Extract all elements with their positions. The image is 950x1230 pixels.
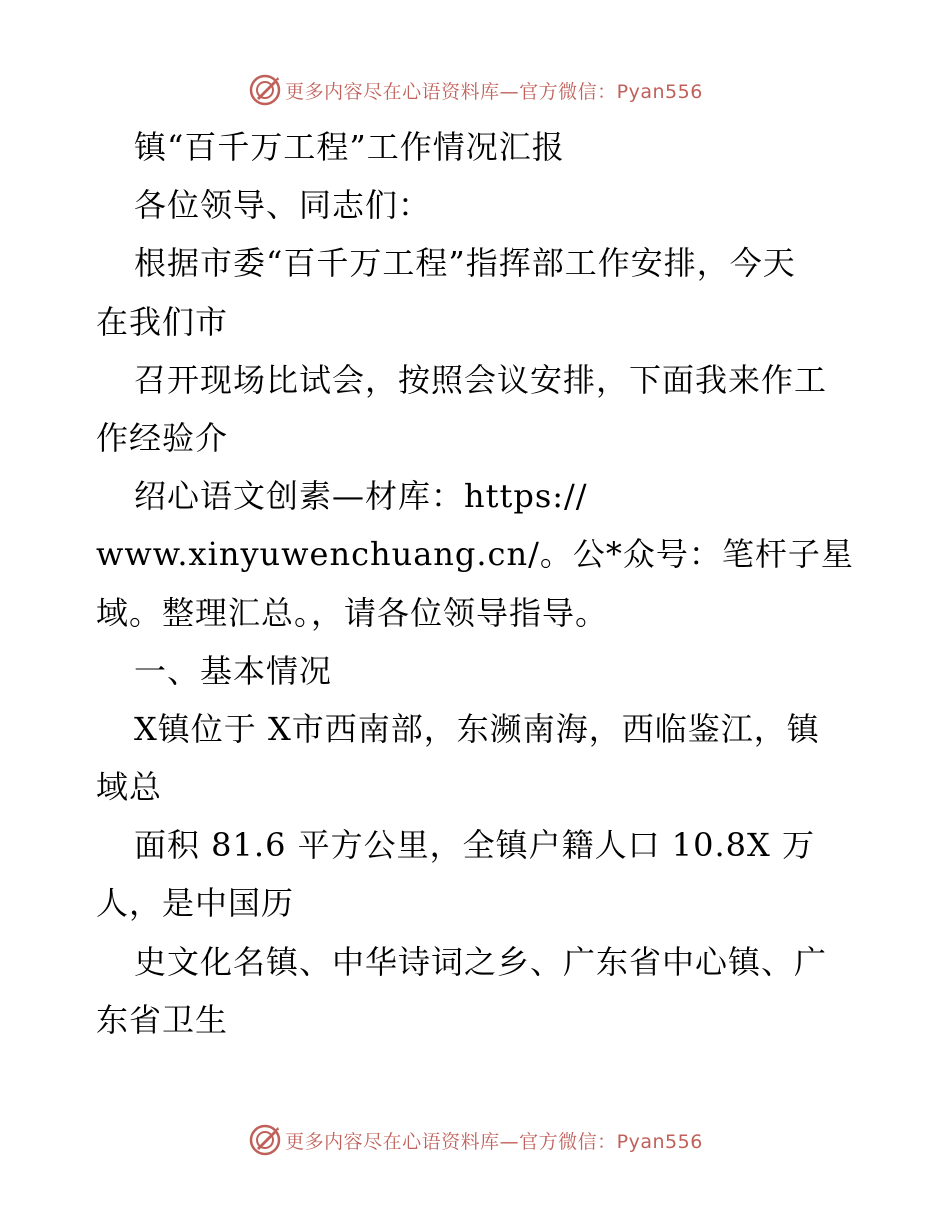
salutation: 各位领导、同志们：: [134, 186, 432, 225]
paragraph-line: 东省卫生: [96, 1000, 229, 1039]
header-banner: [0, 70, 950, 110]
paragraph-line: 面积 81.6 平方公里，全镇户籍人口 10.8X 万: [134, 826, 815, 865]
paragraph-line: 人，是中国历: [96, 884, 295, 923]
logo-icon: [247, 72, 283, 108]
section-heading: 一、基本情况: [134, 651, 333, 690]
paragraph-line: 召开现场比试会，按照会议安排，下面我来作工: [134, 360, 828, 399]
paragraph-line: 域。整理汇总。，请各位领导指导。: [96, 593, 609, 632]
paragraph-line: 域总: [96, 768, 163, 807]
paragraph-line: 在我们市: [96, 302, 229, 341]
document-title: 镇“百千万工程”工作情况汇报: [134, 128, 565, 166]
header-banner-text: 更多内容尽在心语资料库—官方微信：Pyan556: [285, 80, 703, 103]
paragraph-line: 根据市委“百千万工程”指挥部工作安排，今天: [134, 244, 796, 283]
logo-icon: [247, 1122, 283, 1158]
paragraph-line: www.xinyuwenchuang.cn/。公*众号：笔杆子星: [96, 535, 854, 574]
paragraph-line: X镇位于 X市西南部，东濒南海，西临鉴江，镇: [134, 709, 820, 748]
footer-banner-text: 更多内容尽在心语资料库—官方微信：Pyan556: [285, 1130, 703, 1153]
paragraph-line: 作经验介: [96, 418, 229, 457]
paragraph-line: 史文化名镇、中华诗词之乡、广东省中心镇、广: [134, 942, 828, 981]
document-body: [96, 118, 856, 1049]
footer-banner: [0, 1120, 950, 1160]
paragraph-line: 绍心语文创素—材库：https://: [134, 477, 588, 516]
